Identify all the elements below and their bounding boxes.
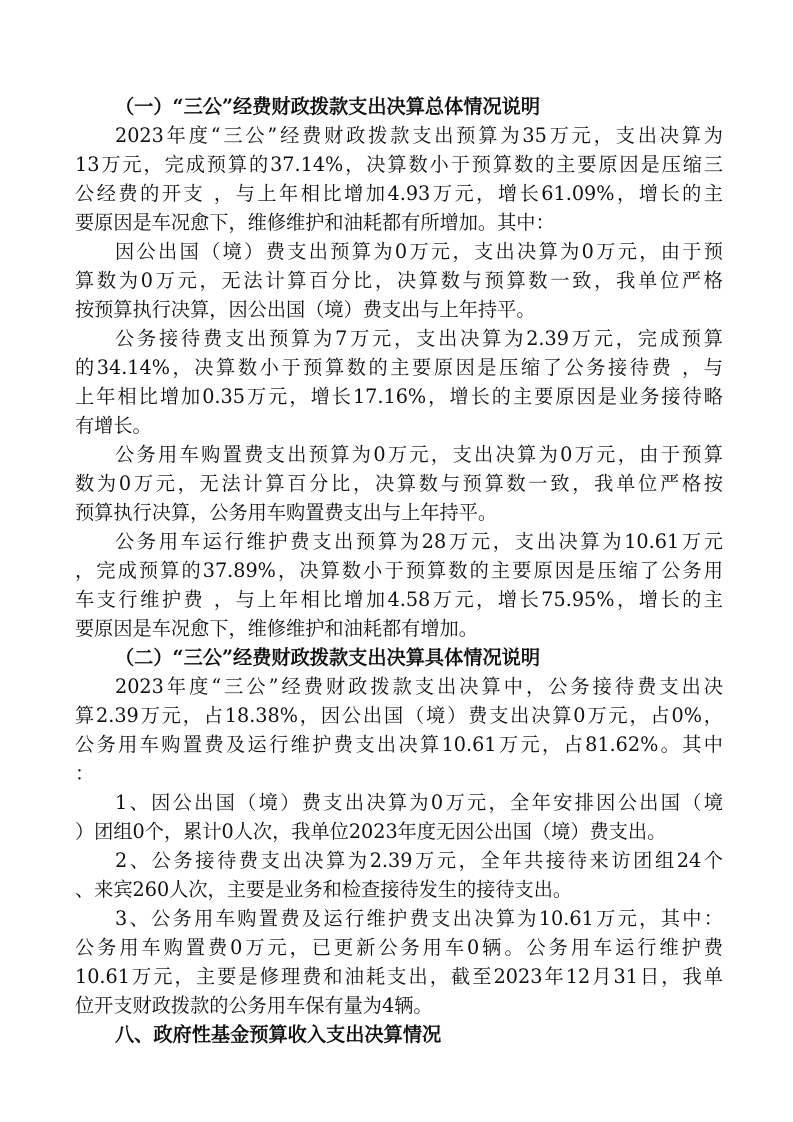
section-heading: 八、政府性基金预算收入支出决算情况: [115, 1023, 442, 1046]
paragraph-line: 、来宾260人次，主要是业务和检查接待发生的接待支出。: [75, 878, 573, 901]
paragraph-line: 13万元，完成预算的37.14%，决算数小于预算数的主要原因是压缩三: [75, 153, 723, 176]
paragraph-line: 公务用车购置费及运行维护费支出决算10.61万元，占81.62%。其中: [75, 733, 723, 756]
document-page: [75, 92, 723, 1049]
paragraph-line: 2、公务接待费支出决算为2.39万元，全年共接待来访团组24个: [115, 849, 723, 872]
paragraph-line: 公务用车运行维护费支出预算为28万元，支出决算为10.61万元: [115, 530, 723, 553]
paragraph-line: 的34.14%，决算数小于预算数的主要原因是压缩了公务接待费 ，与: [75, 356, 723, 379]
paragraph-line: 位开支财政拨款的公务用车保有量为4辆。: [75, 994, 433, 1017]
paragraph-line: 有增长。: [75, 414, 152, 437]
paragraph-line: 1、因公出国（境）费支出决算为0万元，全年安排因公出国（境: [115, 791, 723, 814]
paragraph-line: 要原因是车况愈下，维修维护和油耗都有增加。: [75, 617, 478, 640]
paragraph-line: 公务用车购置费0万元，已更新公务用车0辆。公务用车运行维护费: [75, 936, 723, 959]
paragraph-line: ：: [75, 762, 95, 785]
section-heading: （一）“三公”经费财政拨款支出决算总体情况说明: [115, 95, 541, 118]
paragraph-line: 10.61万元，主要是修理费和油耗支出，截至2023年12月31日，我单: [75, 965, 723, 988]
paragraph-line: 上年相比增加0.35万元，增长17.16%，增长的主要原因是业务接待略: [75, 385, 723, 408]
paragraph-line: ）团组0个，累计0人次，我单位2023年度无因公出国（境）费支出。: [75, 820, 667, 843]
paragraph-line: 3、公务用车购置费及运行维护费支出决算为10.61万元，其中：: [115, 907, 723, 930]
paragraph-line: 算数为0万元，无法计算百分比，决算数与预算数一致，我单位严格: [75, 269, 723, 292]
paragraph-line: 预算执行决算，公务用车购置费支出与上年持平。: [75, 501, 498, 524]
paragraph-line: 车支行维护费 ，与上年相比增加4.58万元，增长75.95%，增长的主: [75, 588, 723, 611]
section-heading: （二）“三公”经费财政拨款支出决算具体情况说明: [115, 646, 541, 669]
paragraph-line: 公经费的开支 ，与上年相比增加4.93万元，增长61.09%，增长的主: [75, 182, 723, 205]
paragraph-line: 公务接待费支出预算为7万元，支出决算为2.39万元，完成预算: [115, 327, 723, 350]
paragraph-line: 要原因是车况愈下，维修维护和油耗都有所增加。其中：: [75, 211, 555, 234]
paragraph-line: 算2.39万元，占18.38%，因公出国（境）费支出决算0万元，占0%，: [75, 704, 723, 727]
paragraph-line: ，完成预算的37.89%，决算数小于预算数的主要原因是压缩了公务用: [75, 559, 723, 582]
paragraph-line: 因公出国（境）费支出预算为0万元，支出决算为0万元，由于预: [115, 240, 723, 263]
paragraph-line: 公务用车购置费支出预算为0万元，支出决算为0万元，由于预算: [115, 443, 723, 466]
paragraph-line: 按预算执行决算，因公出国（境）费支出与上年持平。: [75, 298, 536, 321]
paragraph-line: 数为0万元，无法计算百分比，决算数与预算数一致，我单位严格按: [75, 472, 723, 495]
paragraph-line: 2023年度“三公”经费财政拨款支出预算为35万元，支出决算为: [115, 124, 723, 147]
paragraph-line: 2023年度“三公”经费财政拨款支出决算中，公务接待费支出决: [115, 675, 723, 698]
